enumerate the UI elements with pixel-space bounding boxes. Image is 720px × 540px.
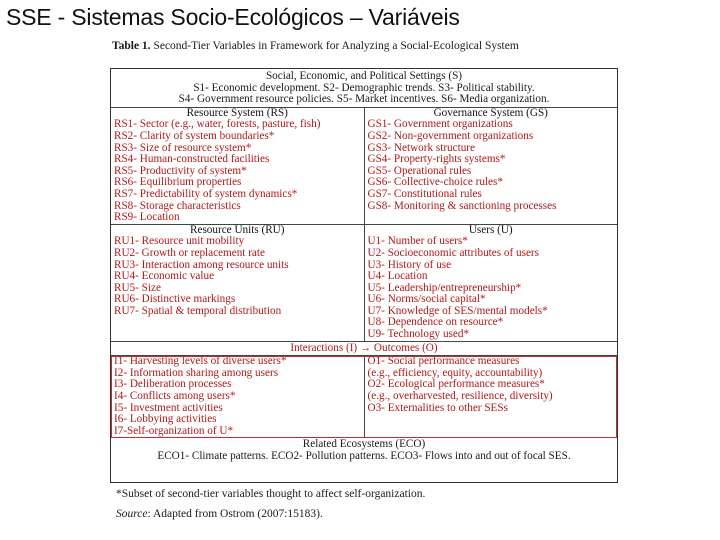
rs-item: RS4- Human-constructed facilities <box>114 154 270 166</box>
table-caption <box>112 40 519 52</box>
rs-item: RS7- Predictability of system dynamics* <box>114 188 298 200</box>
ru-item: RU1- Resource unit mobility <box>114 236 245 248</box>
i-o-row <box>111 356 617 438</box>
i-item: I1- Harvesting levels of diverse users* <box>114 356 287 368</box>
u-item: U6- Norms/social capital* <box>367 294 486 306</box>
settings-line-1: S1- Economic development. S2- Demographic trends. S3- Political stability. <box>193 81 535 94</box>
u-item: U1- Number of users* <box>367 236 468 248</box>
rs-item: RS9- Location <box>114 212 180 224</box>
gs-item: GS2- Non-government organizations <box>367 130 534 142</box>
users-column <box>365 225 618 341</box>
u-item: U7- Knowledge of SES/mental models* <box>367 305 548 317</box>
gs-item: GS6- Collective-choice rules* <box>367 177 503 189</box>
ru-item: RU6- Distinctive markings <box>114 294 236 306</box>
ru-u-row <box>111 225 617 342</box>
gs-item: GS1- Government organizations <box>367 119 513 131</box>
related-ecosystems-section <box>111 438 617 462</box>
ru-item: RU3- Interaction among resource units <box>114 259 289 271</box>
interactions-outcomes-header: Interactions (I) → Outcomes (O) <box>111 342 617 357</box>
u-item: U8- Dependence on resource* <box>367 317 504 329</box>
resource-units-column <box>111 225 365 341</box>
gs-item: GS4- Property-rights systems* <box>367 154 506 166</box>
rs-item: RS8- Storage characteristics <box>114 200 241 212</box>
u-item: U4- Location <box>367 271 428 283</box>
settings-section <box>111 69 617 108</box>
o-item: O2- Ecological performance measures* <box>367 379 545 391</box>
ru-item: RU7- Spatial & temporal distribution <box>114 305 282 317</box>
slide-title: SSE - Sistemas Socio-Ecológicos – Variáveis <box>6 4 460 30</box>
rs-item: RS2- Clarity of system boundaries* <box>114 130 275 142</box>
rs-item: RS1- Sector (e.g., water, forests, pasture, fish) <box>114 119 321 131</box>
i-item: I3- Deliberation processes <box>114 379 232 391</box>
rs-gs-row <box>111 108 617 225</box>
ru-item: RU5- Size <box>114 282 161 294</box>
rs-item: RS6- Equilibrium properties <box>114 177 242 189</box>
governance-system-column <box>365 108 618 224</box>
u-item: U3- History of use <box>367 259 452 271</box>
users-title: Users (U) <box>468 223 513 236</box>
ses-variables-table <box>110 68 618 483</box>
resource-system-column <box>111 108 365 224</box>
settings-line-2: S4- Government resource policies. S5- Market incentives. S6- Media organization. <box>178 93 550 106</box>
outcomes-column <box>365 356 618 437</box>
i-item: I7-Self-organization of U* <box>114 425 234 437</box>
governance-system-title: Governance System (GS) <box>433 106 548 119</box>
o-item: O3- Externalities to other SESs <box>367 402 508 414</box>
interactions-column <box>111 356 365 437</box>
i-item: I6- Lobbying activities <box>114 414 217 426</box>
resource-system-title: Resource System (RS) <box>186 106 288 119</box>
u-item: U2- Socioeconomic attributes of users <box>367 247 539 259</box>
i-item: I4- Conflicts among users* <box>114 391 236 403</box>
ru-item: RU4- Economic value <box>114 271 215 283</box>
i-item: I5- Investment activities <box>114 402 223 414</box>
footnote: *Subset of second-tier variables thought to affect self-organization. <box>116 488 426 500</box>
source-label: Source <box>116 508 148 520</box>
rs-item: RS5- Productivity of system* <box>114 165 247 177</box>
source-text: : Adapted from Ostrom (2007:15183). <box>147 508 323 520</box>
settings-title: Social, Economic, and Political Settings (S) <box>265 70 463 82</box>
gs-item: GS3- Network structure <box>367 142 475 154</box>
resource-units-title: Resource Units (RU) <box>190 223 285 236</box>
o-item: O1- Social performance measures <box>367 356 520 368</box>
ru-item: RU2- Growth or replacement rate <box>114 247 265 259</box>
rs-item: RS3- Size of resource system* <box>114 142 252 154</box>
o-item: (e.g., overharvested, resilience, diversity) <box>367 391 553 403</box>
i-item: I2- Information sharing among users <box>114 367 279 379</box>
o-item: (e.g., efficiency, equity, accountability) <box>367 367 543 379</box>
u-item: U5- Leadership/entrepreneurship* <box>367 282 522 294</box>
gs-item: GS7- Constitutional rules <box>367 188 482 200</box>
table-caption-label: Table 1. <box>112 40 151 52</box>
related-ecosystems-line: ECO1- Climate patterns. ECO2- Pollution patterns. ECO3- Flows into and out of focal SES. <box>157 450 571 462</box>
related-ecosystems-title: Related Ecosystems (ECO) <box>302 438 426 451</box>
u-item: U9- Technology used* <box>367 329 470 341</box>
gs-item: GS5- Operational rules <box>367 165 472 177</box>
source-line <box>116 508 323 520</box>
table-caption-text: Second-Tier Variables in Framework for Analyzing a Social-Ecological System <box>153 40 519 52</box>
gs-item: GS8- Monitoring & sanctioning processes <box>367 200 557 212</box>
